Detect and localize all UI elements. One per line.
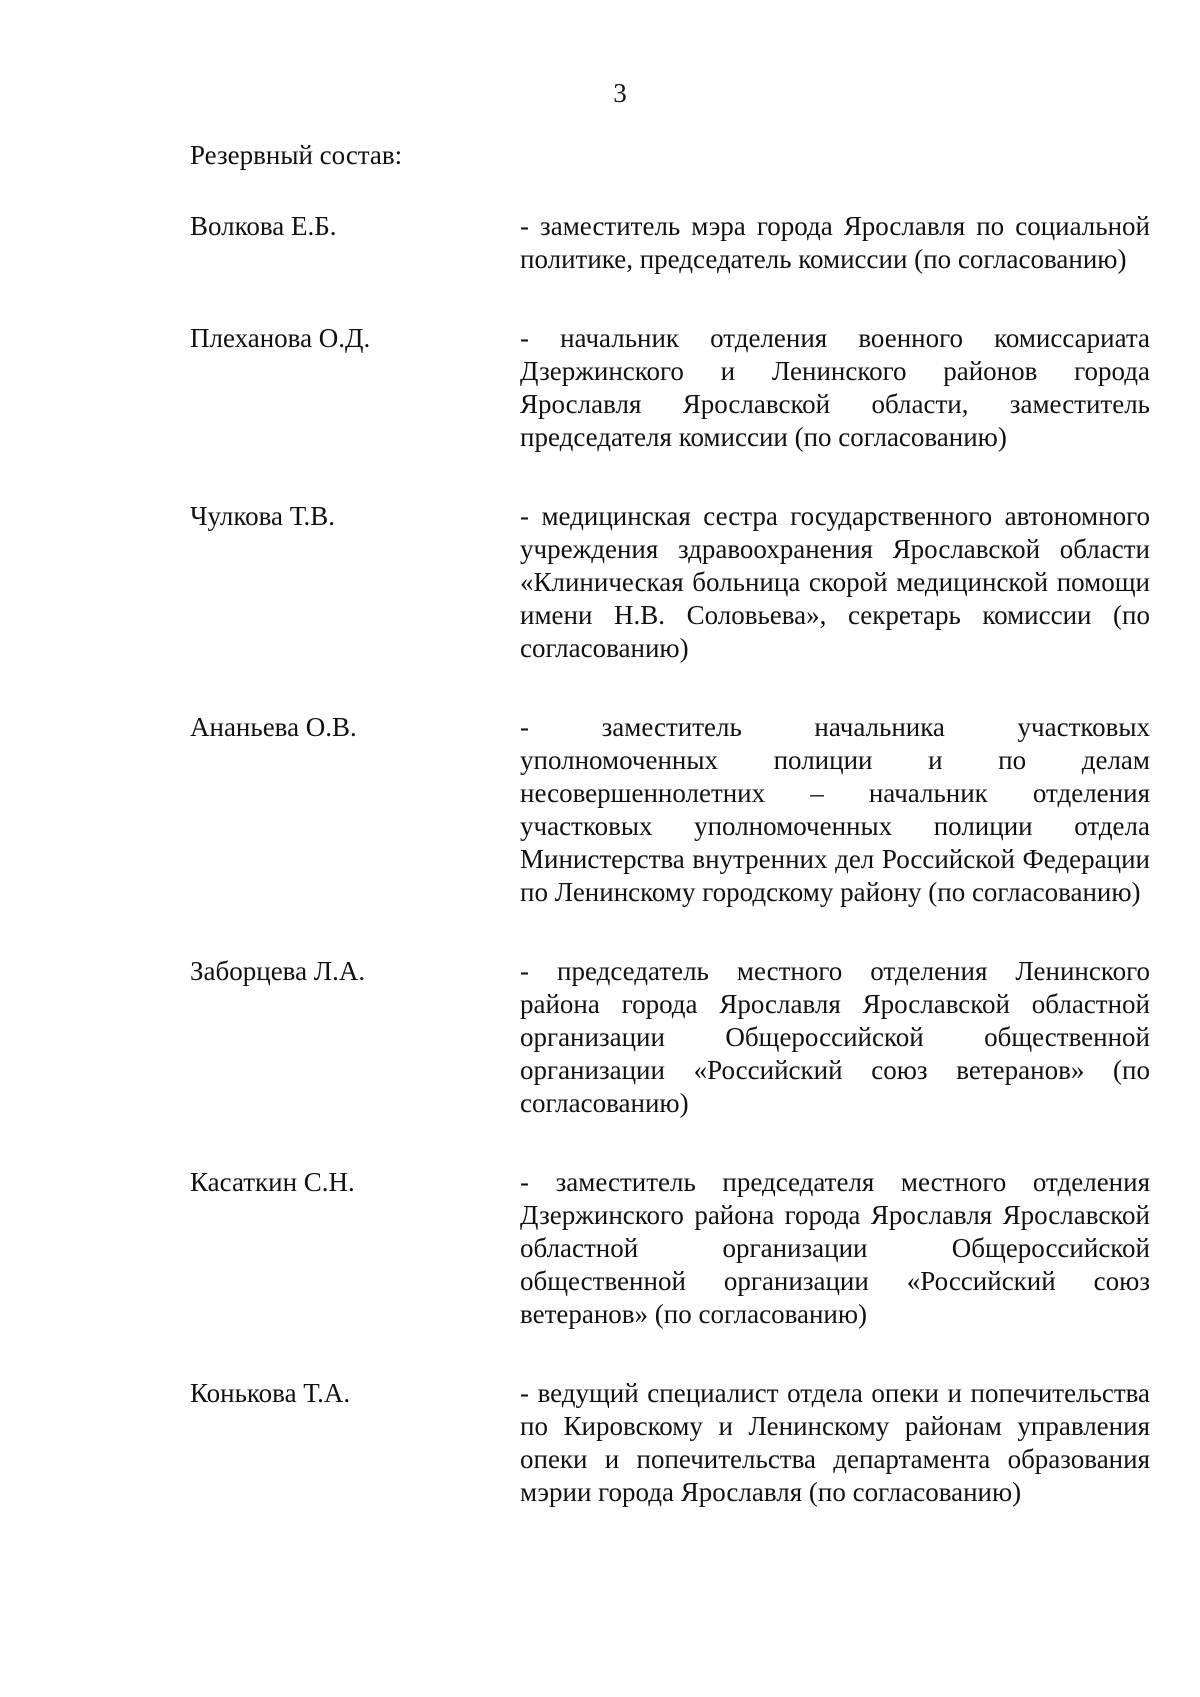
member-entry	[190, 322, 1150, 454]
member-name: Волкова Е.Б.	[190, 211, 337, 241]
member-entry	[190, 500, 1150, 665]
member-name: Конькова Т.А.	[190, 1378, 351, 1408]
member-position: - заместитель председателя местного отделения Дзержинского района города Ярославля Ярославской областной организации Общероссийской общественной организации «Российский союз ветеранов» (по согласованию)	[520, 1167, 1150, 1329]
member-position: - заместитель мэра города Ярославля по социальной политике, председатель комиссии (по согласованию)	[520, 211, 1150, 274]
member-name: Касаткин С.Н.	[190, 1167, 355, 1197]
member-name: Заборцева Л.А.	[190, 956, 366, 986]
member-entry	[190, 955, 1150, 1120]
member-entry	[190, 1166, 1150, 1331]
member-position: - заместитель начальника участковых уполномоченных полиции и по делам несовершеннолетних – начальник отделения участковых уполномоченных полиции отдела Министерства внутренних дел Российской Федерации по Ленинскому городскому району (по согласованию)	[520, 712, 1150, 907]
members-list	[190, 210, 1150, 1555]
member-position: - начальник отделения военного комиссариата Дзержинского и Ленинского районов города Ярославля Ярославской области, заместитель председателя комиссии (по согласованию)	[520, 323, 1150, 452]
member-name: Ананьева О.В.	[190, 712, 357, 742]
member-position: - ведущий специалист отдела опеки и попечительства по Кировскому и Ленинскому районам управления опеки и попечительства департамента образования мэрии города Ярославля (по согласованию)	[520, 1378, 1150, 1507]
member-position: - медицинская сестра государственного автономного учреждения здравоохранения Ярославской области «Клиническая больница скорой медицинской помощи имени Н.В. Соловьева», секретарь комиссии (по согласованию)	[520, 501, 1150, 663]
member-name: Плеханова О.Д.	[190, 323, 371, 353]
member-entry	[190, 1377, 1150, 1509]
member-entry	[190, 711, 1150, 909]
page-number: 3	[613, 78, 627, 108]
member-name: Чулкова Т.В.	[190, 501, 336, 531]
section-title: Резервный состав:	[190, 140, 403, 170]
member-position: - председатель местного отделения Ленинского района города Ярославля Ярославской областной организации Общероссийской общественной организации «Российский союз ветеранов» (по согласованию)	[520, 956, 1150, 1118]
member-entry	[190, 210, 1150, 276]
